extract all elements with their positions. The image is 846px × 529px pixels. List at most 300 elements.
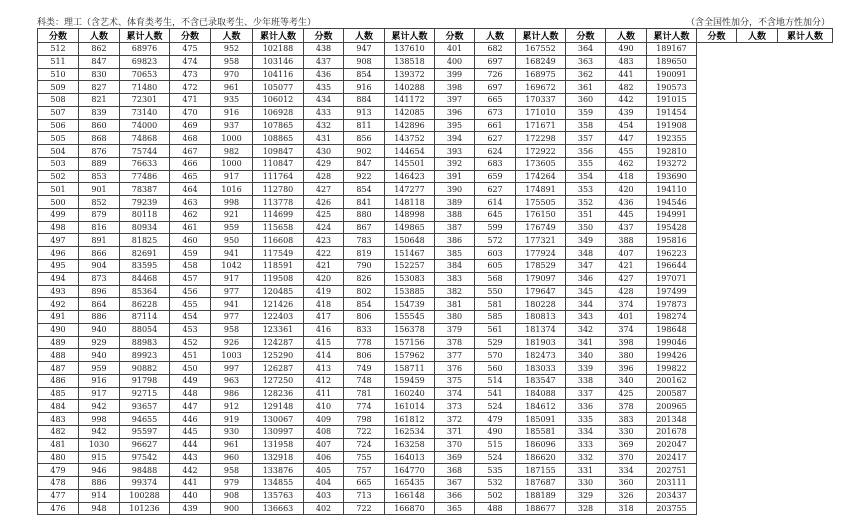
- table-cell: 930: [211, 425, 253, 438]
- table-cell: 191454: [647, 106, 697, 119]
- table-cell: 852: [79, 196, 120, 209]
- table-cell: 330: [606, 425, 647, 438]
- table-cell: 387: [435, 221, 475, 234]
- table-cell: 106928: [253, 106, 304, 119]
- table-cell: 456: [170, 285, 211, 298]
- table-cell: 447: [170, 400, 211, 413]
- table-cell: 107865: [253, 119, 304, 132]
- table-cell: 330: [566, 477, 606, 490]
- table-cell: 333: [566, 438, 606, 451]
- table-cell: 75744: [120, 145, 170, 158]
- table-cell: 143752: [385, 132, 435, 145]
- table-cell: 535: [475, 464, 516, 477]
- table-cell: 442: [606, 94, 647, 107]
- table-cell: 948: [79, 502, 120, 515]
- table-cell: 922: [344, 170, 385, 183]
- table-cell: 198648: [647, 323, 697, 336]
- table-cell: 166870: [385, 502, 435, 515]
- table-row: [38, 502, 833, 515]
- table-cell: 479: [38, 464, 79, 477]
- table-cell: 414: [304, 349, 344, 362]
- table-cell: 336: [566, 400, 606, 413]
- table-cell: 492: [38, 298, 79, 311]
- table-cell: 946: [79, 464, 120, 477]
- table-row: [38, 221, 833, 234]
- table-cell: 370: [606, 451, 647, 464]
- table-cell: 79239: [120, 196, 170, 209]
- table-cell: 114699: [253, 208, 304, 221]
- table-cell: 156378: [385, 323, 435, 336]
- table-cell: 488: [475, 502, 516, 515]
- table-cell: 1003: [211, 349, 253, 362]
- table-cell: 1016: [211, 183, 253, 196]
- table-cell: 365: [435, 502, 475, 515]
- table-cell: 404: [304, 477, 344, 490]
- table-cell: 496: [38, 247, 79, 260]
- table-cell: 81825: [120, 234, 170, 247]
- table-cell: 947: [344, 43, 385, 56]
- table-cell: 159459: [385, 374, 435, 387]
- table-cell: 585: [475, 311, 516, 324]
- table-cell: 439: [606, 106, 647, 119]
- table-cell: 422: [304, 247, 344, 260]
- table-cell: 921: [211, 208, 253, 221]
- table-cell: 189650: [647, 55, 697, 68]
- header-row: [38, 29, 833, 43]
- table-cell: 152257: [385, 260, 435, 273]
- table-cell: 448: [170, 387, 211, 400]
- table-cell: 442: [170, 464, 211, 477]
- table-cell: 447: [606, 132, 647, 145]
- table-cell: 190573: [647, 81, 697, 94]
- table-cell: 378: [435, 336, 475, 349]
- table-cell: 470: [170, 106, 211, 119]
- table-cell: 117549: [253, 247, 304, 260]
- table-cell: 179097: [516, 272, 566, 285]
- table-cell: 89923: [120, 349, 170, 362]
- table-cell: 426: [304, 196, 344, 209]
- table-row: [38, 311, 833, 324]
- table-cell: 464: [170, 183, 211, 196]
- table-cell: 491: [38, 311, 79, 324]
- table-cell: 181903: [516, 336, 566, 349]
- table-cell: 192355: [647, 132, 697, 145]
- table-cell: 170337: [516, 94, 566, 107]
- table-cell: 188677: [516, 502, 566, 515]
- table-cell: 484: [38, 400, 79, 413]
- table-cell: 755: [344, 451, 385, 464]
- table-cell: 599: [475, 221, 516, 234]
- table-cell: 407: [606, 247, 647, 260]
- table-cell: 724: [344, 438, 385, 451]
- table-cell: 153885: [385, 285, 435, 298]
- table-cell: 476: [38, 502, 79, 515]
- table-cell: 334: [606, 464, 647, 477]
- table-row: [38, 234, 833, 247]
- table-cell: 402: [304, 502, 344, 515]
- table-cell: 185581: [516, 425, 566, 438]
- table-row: [38, 477, 833, 490]
- table-cell: 561: [475, 323, 516, 336]
- table-cell: 77486: [120, 170, 170, 183]
- table-cell: 161812: [385, 413, 435, 426]
- table-cell: 382: [435, 285, 475, 298]
- table-cell: 134855: [253, 477, 304, 490]
- table-cell: 146423: [385, 170, 435, 183]
- table-cell: 997: [211, 362, 253, 375]
- table-row: [38, 170, 833, 183]
- table-cell: 847: [79, 55, 120, 68]
- table-cell: 902: [344, 145, 385, 158]
- table-cell: 722: [344, 502, 385, 515]
- table-cell: 908: [344, 55, 385, 68]
- table-cell: 176749: [516, 221, 566, 234]
- table-cell: 806: [344, 349, 385, 362]
- table-cell: 474: [170, 55, 211, 68]
- table-cell: 937: [211, 119, 253, 132]
- table-cell: 472: [170, 81, 211, 94]
- table-cell: 977: [211, 311, 253, 324]
- table-cell: 783: [344, 234, 385, 247]
- table-cell: 188189: [516, 489, 566, 502]
- table-cell: 187155: [516, 464, 566, 477]
- table-cell: 916: [79, 374, 120, 387]
- table-cell: 116608: [253, 234, 304, 247]
- table-cell: 413: [304, 362, 344, 375]
- table-cell: 420: [304, 272, 344, 285]
- table-cell: 80118: [120, 208, 170, 221]
- table-cell: 103146: [253, 55, 304, 68]
- table-cell: 462: [606, 157, 647, 170]
- column-header: 分数: [697, 29, 737, 43]
- table-cell: 137610: [385, 43, 435, 56]
- table-cell: 180228: [516, 298, 566, 311]
- table-cell: 510: [38, 68, 79, 81]
- table-cell: 74000: [120, 119, 170, 132]
- table-cell: 130997: [253, 425, 304, 438]
- table-cell: 197873: [647, 298, 697, 311]
- table-cell: 436: [304, 68, 344, 81]
- table-cell: 418: [304, 298, 344, 311]
- table-cell: 959: [211, 221, 253, 234]
- table-row: [38, 451, 833, 464]
- table-cell: 332: [566, 451, 606, 464]
- table-cell: 603: [475, 247, 516, 260]
- table-cell: 164013: [385, 451, 435, 464]
- table-cell: 441: [606, 68, 647, 81]
- table-cell: 379: [435, 323, 475, 336]
- column-header: 累计人数: [120, 29, 170, 43]
- table-cell: 749: [344, 362, 385, 375]
- table-cell: 873: [79, 272, 120, 285]
- table-cell: 979: [211, 477, 253, 490]
- table-cell: 958: [211, 464, 253, 477]
- table-cell: 371: [435, 425, 475, 438]
- table-cell: 88054: [120, 323, 170, 336]
- column-header: 人数: [606, 29, 647, 43]
- table-cell: 363: [566, 55, 606, 68]
- table-cell: 541: [475, 387, 516, 400]
- table-cell: 369: [606, 438, 647, 451]
- table-row: [38, 247, 833, 260]
- table-cell: 100288: [120, 489, 170, 502]
- table-cell: 358: [566, 119, 606, 132]
- table-cell: 819: [344, 247, 385, 260]
- table-cell: 411: [304, 387, 344, 400]
- table-cell: 416: [304, 323, 344, 336]
- table-cell: 941: [211, 247, 253, 260]
- table-cell: 940: [79, 323, 120, 336]
- table-cell: 891: [79, 234, 120, 247]
- column-header: 人数: [475, 29, 516, 43]
- table-cell: 415: [304, 336, 344, 349]
- table-cell: 412: [304, 374, 344, 387]
- table-cell: 125290: [253, 349, 304, 362]
- table-cell: 174264: [516, 170, 566, 183]
- table-cell: 697: [475, 55, 516, 68]
- table-cell: 191908: [647, 119, 697, 132]
- table-cell: 1030: [79, 438, 120, 451]
- table-cell: 475: [170, 43, 211, 56]
- table-cell: 190091: [647, 68, 697, 81]
- column-header: 分数: [304, 29, 344, 43]
- table-cell: 876: [79, 145, 120, 158]
- column-header: 人数: [737, 29, 778, 43]
- table-cell: 916: [344, 81, 385, 94]
- score-distribution-page: [37, 14, 832, 515]
- table-cell: 362: [566, 68, 606, 81]
- table-cell: 490: [475, 425, 516, 438]
- table-row: [38, 260, 833, 273]
- table-cell: 370: [435, 438, 475, 451]
- table-cell: 441: [170, 477, 211, 490]
- table-cell: 356: [566, 145, 606, 158]
- table-cell: 331: [566, 464, 606, 477]
- table-cell: 123361: [253, 323, 304, 336]
- table-cell: 175505: [516, 196, 566, 209]
- table-cell: 154739: [385, 298, 435, 311]
- table-cell: 501: [38, 183, 79, 196]
- table-cell: 369: [435, 451, 475, 464]
- table-cell: 182473: [516, 349, 566, 362]
- table-cell: 774: [344, 400, 385, 413]
- table-cell: 998: [79, 413, 120, 426]
- table-cell: 71480: [120, 81, 170, 94]
- score-table: [37, 28, 833, 515]
- table-cell: 178529: [516, 260, 566, 273]
- table-cell: 821: [79, 94, 120, 107]
- table-cell: 446: [170, 413, 211, 426]
- table-cell: 384: [435, 260, 475, 273]
- table-cell: 454: [606, 119, 647, 132]
- table-cell: 419: [304, 285, 344, 298]
- table-cell: 84468: [120, 272, 170, 285]
- table-cell: 532: [475, 477, 516, 490]
- table-cell: 1042: [211, 260, 253, 273]
- table-cell: 867: [344, 221, 385, 234]
- table-cell: 337: [566, 387, 606, 400]
- table-cell: 570: [475, 349, 516, 362]
- table-cell: 202751: [647, 464, 697, 477]
- table-cell: 409: [304, 413, 344, 426]
- table-cell: 135763: [253, 489, 304, 502]
- table-cell: 913: [344, 106, 385, 119]
- table-cell: 355: [566, 157, 606, 170]
- table-cell: 121426: [253, 298, 304, 311]
- table-cell: 811: [344, 119, 385, 132]
- table-cell: 942: [79, 425, 120, 438]
- table-cell: 915: [79, 451, 120, 464]
- table-cell: 375: [435, 374, 475, 387]
- table-cell: 361: [566, 81, 606, 94]
- table-row: [38, 55, 833, 68]
- table-cell: 106012: [253, 94, 304, 107]
- table-cell: 374: [606, 298, 647, 311]
- table-cell: 816: [79, 221, 120, 234]
- table-header: [38, 29, 833, 43]
- table-cell: 372: [435, 413, 475, 426]
- table-cell: 830: [79, 68, 120, 81]
- table-cell: 380: [435, 311, 475, 324]
- table-cell: 833: [344, 323, 385, 336]
- table-cell: 157156: [385, 336, 435, 349]
- table-cell: 917: [211, 272, 253, 285]
- table-cell: 453: [170, 323, 211, 336]
- table-cell: 443: [170, 451, 211, 464]
- table-cell: 459: [170, 247, 211, 260]
- table-cell: 202417: [647, 451, 697, 464]
- table-cell: 889: [79, 157, 120, 170]
- table-cell: 437: [606, 221, 647, 234]
- table-cell: 163258: [385, 438, 435, 451]
- table-cell: 338: [566, 374, 606, 387]
- table-cell: 900: [211, 502, 253, 515]
- table-cell: 916: [211, 106, 253, 119]
- table-cell: 500: [38, 196, 79, 209]
- table-cell: 318: [606, 502, 647, 515]
- table-cell: 499: [38, 208, 79, 221]
- table-cell: 196223: [647, 247, 697, 260]
- table-cell: 420: [606, 183, 647, 196]
- table-cell: 866: [79, 247, 120, 260]
- table-cell: 469: [170, 119, 211, 132]
- table-cell: 568: [475, 272, 516, 285]
- table-cell: 961: [211, 438, 253, 451]
- table-cell: 173605: [516, 157, 566, 170]
- table-cell: 92715: [120, 387, 170, 400]
- table-cell: 364: [566, 43, 606, 56]
- table-cell: 144654: [385, 145, 435, 158]
- table-cell: 131958: [253, 438, 304, 451]
- table-cell: 806: [344, 311, 385, 324]
- table-cell: 529: [475, 336, 516, 349]
- table-cell: 200965: [647, 400, 697, 413]
- table-cell: 349: [566, 234, 606, 247]
- table-cell: 434: [304, 94, 344, 107]
- table-cell: 177924: [516, 247, 566, 260]
- table-cell: 466: [170, 157, 211, 170]
- table-row: [38, 68, 833, 81]
- table-cell: 391: [435, 170, 475, 183]
- table-cell: 482: [38, 425, 79, 438]
- table-cell: 445: [606, 208, 647, 221]
- table-cell: 199426: [647, 349, 697, 362]
- table-cell: 353: [566, 183, 606, 196]
- column-header: 累计人数: [253, 29, 304, 43]
- table-cell: 354: [566, 170, 606, 183]
- table-cell: 627: [475, 183, 516, 196]
- table-cell: 350: [566, 221, 606, 234]
- table-cell: 203755: [647, 502, 697, 515]
- table-cell: 550: [475, 285, 516, 298]
- table-cell: 393: [435, 145, 475, 158]
- table-cell: 502: [38, 170, 79, 183]
- table-cell: 659: [475, 170, 516, 183]
- table-cell: 113778: [253, 196, 304, 209]
- table-cell: 665: [475, 94, 516, 107]
- table-cell: 168249: [516, 55, 566, 68]
- table-cell: 435: [304, 81, 344, 94]
- table-cell: 199046: [647, 336, 697, 349]
- table-cell: 488: [38, 349, 79, 362]
- table-cell: 433: [304, 106, 344, 119]
- table-cell: 487: [38, 362, 79, 375]
- table-cell: 189167: [647, 43, 697, 56]
- table-cell: 790: [344, 260, 385, 273]
- table-cell: 864: [79, 298, 120, 311]
- table-cell: 802: [344, 285, 385, 298]
- table-cell: 847: [344, 157, 385, 170]
- table-cell: 345: [566, 285, 606, 298]
- column-header: 分数: [435, 29, 475, 43]
- table-cell: 465: [170, 170, 211, 183]
- table-cell: 826: [344, 272, 385, 285]
- table-cell: 468: [170, 132, 211, 145]
- table-cell: 185091: [516, 413, 566, 426]
- table-cell: 93657: [120, 400, 170, 413]
- table-cell: 509: [38, 81, 79, 94]
- table-cell: 480: [38, 451, 79, 464]
- table-cell: 87114: [120, 311, 170, 324]
- table-cell: 427: [606, 272, 647, 285]
- table-cell: 959: [79, 362, 120, 375]
- table-cell: 497: [38, 234, 79, 247]
- table-cell: 192810: [647, 145, 697, 158]
- table-cell: 486: [38, 374, 79, 387]
- table-cell: 432: [304, 119, 344, 132]
- table-cell: 394: [435, 132, 475, 145]
- table-cell: 201678: [647, 425, 697, 438]
- table-cell: 524: [475, 400, 516, 413]
- table-cell: 347: [566, 260, 606, 273]
- table-cell: 403: [304, 489, 344, 502]
- table-cell: 91798: [120, 374, 170, 387]
- table-cell: 183547: [516, 374, 566, 387]
- table-cell: 697: [475, 81, 516, 94]
- table-cell: 471: [170, 94, 211, 107]
- table-cell: 982: [211, 145, 253, 158]
- table-cell: 460: [170, 234, 211, 247]
- table-cell: 970: [211, 68, 253, 81]
- table-cell: 856: [344, 132, 385, 145]
- table-cell: 508: [38, 94, 79, 107]
- table-cell: 440: [170, 489, 211, 502]
- table-cell: 929: [79, 336, 120, 349]
- table-cell: 172922: [516, 145, 566, 158]
- table-cell: 360: [566, 94, 606, 107]
- table-cell: 74868: [120, 132, 170, 145]
- table-cell: 102188: [253, 43, 304, 56]
